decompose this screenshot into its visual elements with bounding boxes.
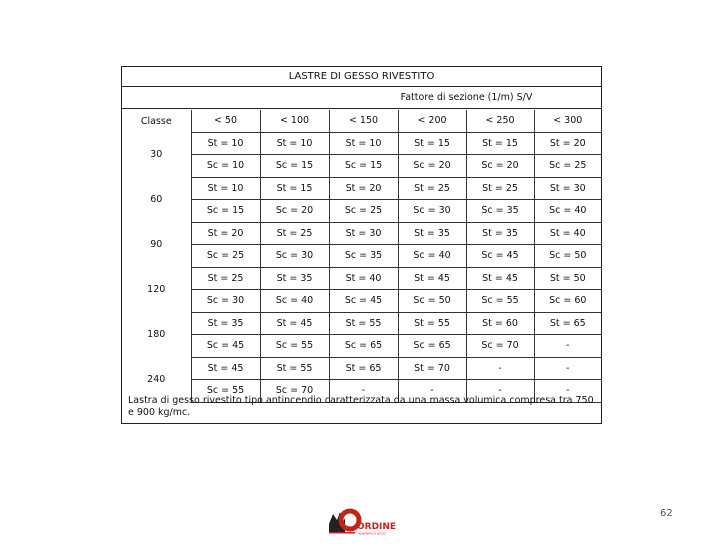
sc-cell: Sc = 65 [329, 335, 398, 358]
table-row [122, 132, 601, 155]
sc-cell: - [466, 380, 534, 403]
column-header: < 100 [260, 110, 329, 132]
sc-cell: Sc = 25 [534, 155, 601, 178]
table-row [122, 200, 601, 223]
classe-value: 90 [150, 239, 163, 250]
sc-cell: Sc = 20 [398, 155, 466, 178]
sc-cell: Sc = 60 [534, 290, 601, 313]
sc-cell: Sc = 25 [329, 200, 398, 223]
table-title: LASTRE DI GESSO RIVESTITO [122, 67, 601, 87]
st-cell: - [466, 357, 534, 380]
factor-row [122, 87, 601, 109]
sc-cell: Sc = 40 [398, 245, 466, 268]
st-cell: St = 10 [329, 132, 398, 155]
sc-cell: Sc = 30 [191, 290, 260, 313]
sc-cell: Sc = 55 [191, 380, 260, 403]
table-row [122, 312, 601, 335]
sc-cell: Sc = 35 [466, 200, 534, 223]
table-row [122, 267, 601, 290]
sc-cell: - [329, 380, 398, 403]
sc-cell: Sc = 55 [260, 335, 329, 358]
sc-cell: Sc = 10 [191, 155, 260, 178]
logo-graphic [323, 496, 403, 540]
st-cell: St = 10 [260, 132, 329, 155]
sc-cell: Sc = 45 [191, 335, 260, 358]
st-cell: St = 10 [191, 132, 260, 155]
ordine-logo [323, 496, 403, 540]
classe-value: 180 [147, 329, 166, 340]
column-header: < 300 [534, 110, 601, 132]
sc-cell: Sc = 55 [466, 290, 534, 313]
st-cell: St = 35 [398, 222, 466, 245]
fire-resistance-table [122, 110, 601, 403]
svg-text:·: · [344, 498, 346, 503]
st-cell: St = 35 [466, 222, 534, 245]
classe-value: 30 [150, 149, 163, 160]
st-cell: St = 55 [260, 357, 329, 380]
sc-cell: Sc = 15 [260, 155, 329, 178]
fire-resistance-table-frame [121, 66, 602, 424]
st-cell: St = 20 [534, 132, 601, 155]
st-cell: St = 45 [260, 312, 329, 335]
sc-cell: Sc = 25 [191, 245, 260, 268]
st-cell: St = 50 [534, 267, 601, 290]
st-cell: St = 55 [329, 312, 398, 335]
sc-cell: Sc = 30 [260, 245, 329, 268]
classe-value: 240 [147, 374, 166, 385]
table-row [122, 357, 601, 380]
classe-header: Classe [140, 115, 172, 127]
sc-cell: Sc = 15 [191, 200, 260, 223]
st-cell: St = 15 [398, 132, 466, 155]
column-header-row [122, 110, 601, 132]
classe-value: 60 [150, 194, 163, 205]
table-row [122, 177, 601, 200]
sc-cell: Sc = 50 [534, 245, 601, 268]
column-header: < 50 [191, 110, 260, 132]
classe-value: 120 [147, 284, 166, 295]
sc-cell: Sc = 50 [398, 290, 466, 313]
column-header: < 200 [398, 110, 466, 132]
st-cell: St = 25 [466, 177, 534, 200]
sc-cell: Sc = 15 [329, 155, 398, 178]
sc-cell: Sc = 70 [260, 380, 329, 403]
st-cell: St = 20 [329, 177, 398, 200]
st-cell: St = 15 [260, 177, 329, 200]
sc-cell: - [534, 335, 601, 358]
st-cell: St = 65 [534, 312, 601, 335]
st-cell: St = 40 [534, 222, 601, 245]
column-header: < 250 [466, 110, 534, 132]
st-cell: - [534, 357, 601, 380]
sc-cell: Sc = 45 [329, 290, 398, 313]
st-cell: St = 30 [329, 222, 398, 245]
table-row [122, 335, 601, 358]
st-cell: St = 25 [191, 267, 260, 290]
table-row [122, 245, 601, 268]
sc-cell: - [398, 380, 466, 403]
sc-cell: Sc = 65 [398, 335, 466, 358]
st-cell: St = 25 [398, 177, 466, 200]
st-cell: St = 45 [191, 357, 260, 380]
sc-cell: Sc = 70 [466, 335, 534, 358]
st-cell: St = 35 [191, 312, 260, 335]
page-number: 62 [660, 508, 673, 519]
table-row [122, 290, 601, 313]
st-cell: St = 45 [466, 267, 534, 290]
st-cell: St = 10 [191, 177, 260, 200]
st-cell: St = 55 [398, 312, 466, 335]
st-cell: St = 60 [466, 312, 534, 335]
sc-cell: Sc = 35 [329, 245, 398, 268]
table-row [122, 155, 601, 178]
column-header: < 150 [329, 110, 398, 132]
sc-cell: Sc = 45 [466, 245, 534, 268]
sc-cell: Sc = 40 [260, 290, 329, 313]
sc-cell: Sc = 30 [398, 200, 466, 223]
st-cell: St = 35 [260, 267, 329, 290]
st-cell: St = 25 [260, 222, 329, 245]
sc-cell: Sc = 20 [466, 155, 534, 178]
table-note: Lastra di gesso rivestito tipo antincendio caratterizzata da una massa volumica compresa tra 750 e 900 kg/mc. [128, 395, 594, 418]
sc-cell: Sc = 40 [534, 200, 601, 223]
st-cell: St = 30 [534, 177, 601, 200]
logo-text: ORDINE [357, 522, 397, 532]
st-cell: St = 70 [398, 357, 466, 380]
table-row [122, 222, 601, 245]
st-cell: St = 20 [191, 222, 260, 245]
st-cell: St = 15 [466, 132, 534, 155]
st-cell: St = 65 [329, 357, 398, 380]
sc-cell: Sc = 20 [260, 200, 329, 223]
sc-cell: - [534, 380, 601, 403]
logo-subtext: INGEGNERI DI LECCO [358, 532, 386, 536]
st-cell: St = 45 [398, 267, 466, 290]
st-cell: St = 40 [329, 267, 398, 290]
factor-label: Fattore di sezione (1/m) S/V [400, 92, 533, 103]
